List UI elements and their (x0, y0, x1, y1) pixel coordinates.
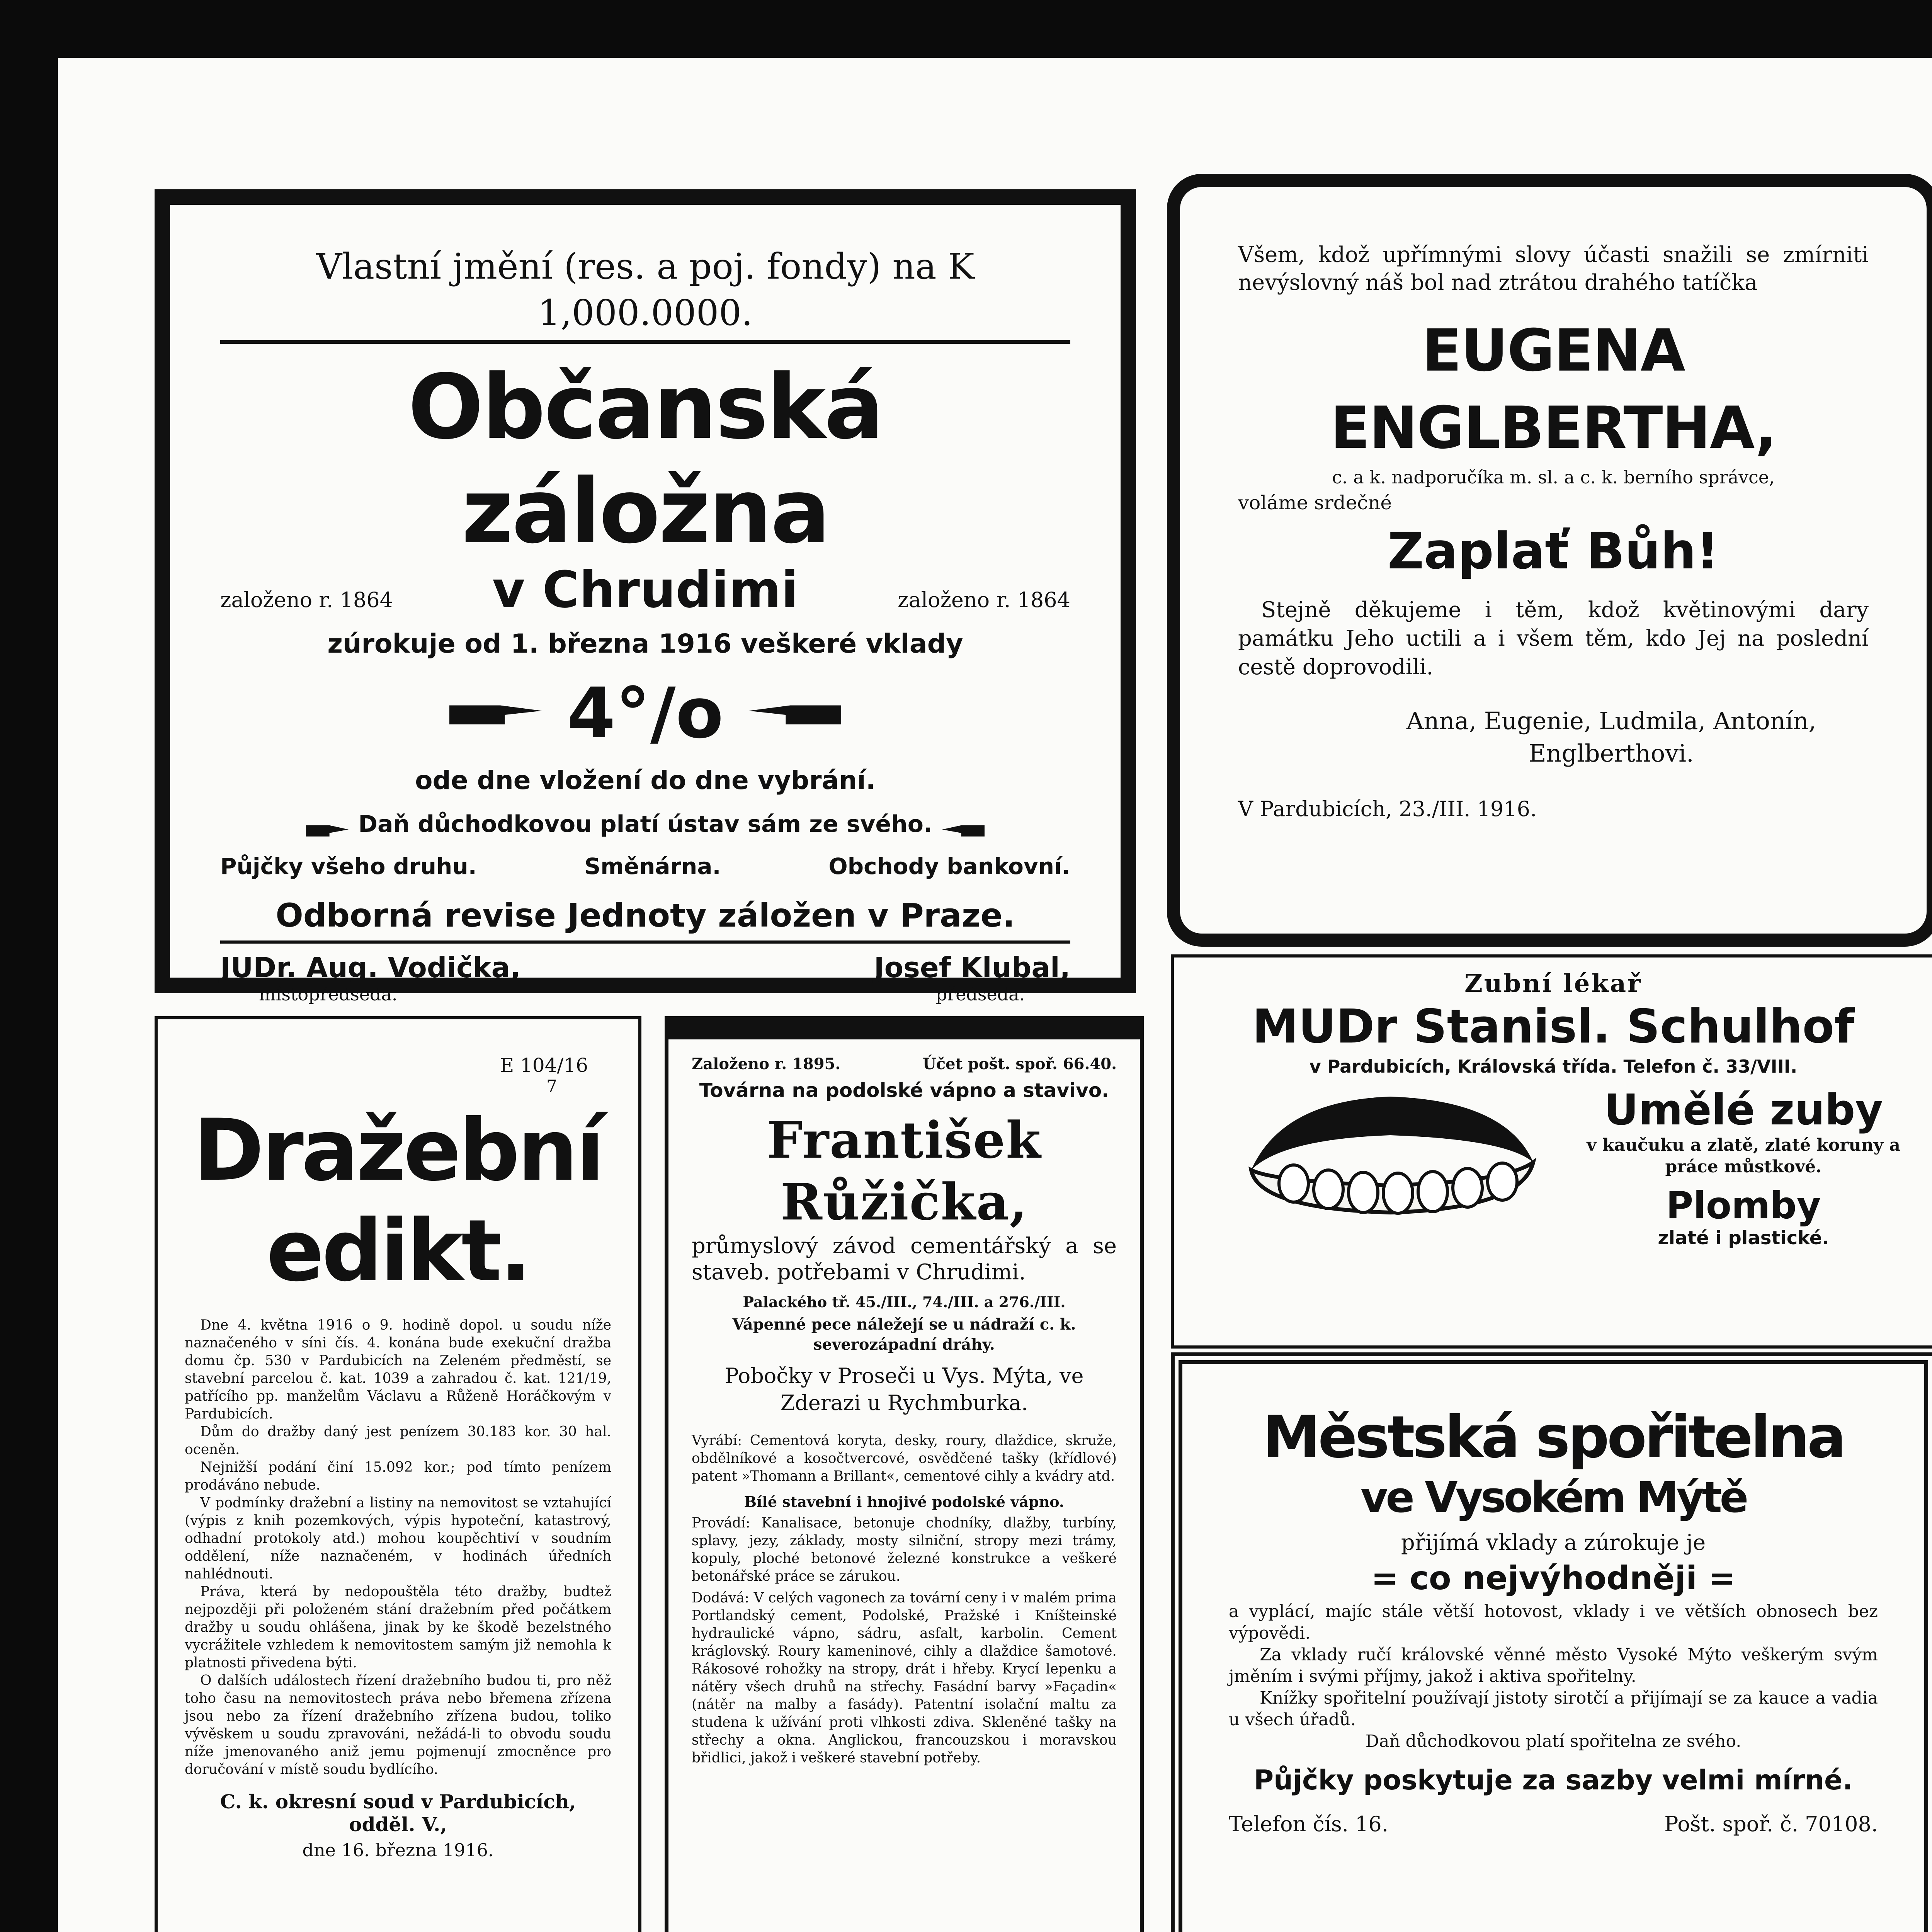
service-item: Směnárna. (584, 853, 721, 879)
dentist-title: Zubní lékař (1464, 969, 1642, 998)
ruzicka-body (665, 1039, 1144, 1932)
edikt-p1: Dne 4. května 1916 o 9. hodině dopol. u soudu níže naznačeného v síni čís. 4. konána bude exekuční dražba domu čp. 530 v Pardubicích na Zeleném předměstí, se stavební parcelou č. kat. 1039 a zahradou č. kat. 121/19, patřícího pp. manželům Václavu a Růženě Horáčkovým v Pardubicích. (185, 1317, 611, 1422)
audit-line: Odborná revise Jednoty záložen v Praze. (220, 896, 1070, 944)
ad-englbertha-thanks (1167, 174, 1932, 947)
accepts-line: přijímá vklady a zúrokuje je (1401, 1530, 1706, 1555)
denture-illustration (1236, 1085, 1545, 1224)
signer-name: JUDr. Aug. Vodička, (220, 951, 521, 984)
sporitelna-postal: Pošt. spoř. č. 70108. (1664, 1812, 1878, 1836)
tax-line: Daň důchodkovou platí ústav sám ze svého. (358, 811, 932, 838)
ad-schulhof-dentist (1171, 954, 1932, 1349)
supplies: Dodává: V celých vagonech za tovární ceny i v malém prima Portlandský cement, Podolské, Pražské i Kníšteinské hydraulické vápno, sádru, asfalt, karbolin. Cement kráglovský. Roury kameninové, cihly a dlaždice šamotové. Rákosové rohožky na stropy, drát i hřeby. Krycí lepenku a nátěry všech druhů na střechy. Fasádní barvy »Façadin« (nátěr na malby a fasády). Patentní isolační maltu za studena k užívání proti vlhkosti zdiva. Skleněné tašky na střechy a okna. Anglickou, francouzskou i moravskou břidlici, jakož i veškeré stavební potřeby. (692, 1590, 1117, 1766)
sporitelna-l1: a vyplácí, majíc stále větší hotovost, vklady i ve větších obnosech bez výpovědi. (1229, 1602, 1878, 1643)
dentist-name: MUDr Stanisl. Schulhof (1252, 1000, 1855, 1054)
founded-row (220, 560, 1070, 619)
signatures-row (220, 951, 1070, 1005)
edikt-p4: V podmínky dražební a listiny na nemovitost se vztahující (výpis z knih pozemkových, výpis hypoteční, katastrový, odhadní protokoly atd.) mohou koupěchtiví v soudním oddělení, níže naznačeném, v hodinách úředních nahlédnouti. (185, 1495, 611, 1582)
signer-role: místopředseda. (259, 984, 398, 1005)
signer-name: Josef Klubal, (874, 951, 1070, 984)
bank-city: v Chrudimi (492, 560, 799, 619)
ad-obcanska-zalozna (155, 189, 1136, 1005)
edikt-title: Dražební edikt. (193, 1101, 603, 1300)
branches: Pobočky v Proseči u Vys. Mýta, ve Zderazi u Rychmburka. (724, 1364, 1084, 1415)
top-bar (665, 1016, 1144, 1039)
thanks-intro: Všem, kdož upřímnými slovy účasti snažili se zmírniti nevýslovný náš bol nad ztrátou drahého tatíčka (1238, 242, 1869, 295)
edikt-p2: Dům do dražby daný jest penízem 30.183 kor. 30 hal. oceněn. (185, 1424, 611, 1458)
phones: Palackého tř. 45./III., 74./III. a 276./III. (743, 1293, 1066, 1311)
call-line: voláme srdečné (1238, 492, 1392, 514)
sporitelna-l4: Daň důchodkovou platí spořitelna ze svého. (1365, 1731, 1742, 1751)
services-row (220, 853, 1070, 879)
ad-drazebni-edikt (155, 1016, 641, 1932)
savings-bank-city: ve Vysokém Mýtě (1360, 1473, 1747, 1522)
products: Vyrábí: Cementová koryta, desky, roury, dlaždice, skruže, obdělníkové a kosočtvercové, osvědčené tašky (křídlové) patent »Thomann a Brillant«, cementové cihly a kvádry atd. (692, 1433, 1117, 1484)
court-name: C. k. okresní soud v Pardubicích, odděl. V., (220, 1790, 576, 1836)
interest-rate: 4°/o (567, 673, 724, 754)
ad-mestska-sporitelna (1171, 1352, 1932, 1932)
founded-right: založeno r. 1864 (898, 588, 1070, 612)
fillings: Plomby (1666, 1184, 1821, 1227)
signature-right (874, 951, 1070, 1005)
lime: Bílé stavební i hnojivé podolské vápno. (744, 1493, 1065, 1510)
services: Provádí: Kanalisace, betonuje chodníky, dlažby, turbíny, splavy, jezy, základy, mosty silniční, stropy mezi trámy, kopuly, ploché betonové železné konstrukce a veškeré betonářské práce se zárukou. (692, 1515, 1117, 1584)
edikt-p6: O dalších událostech řízení dražebního budou ti, pro něž toho času na nemovitostech práva nebo břemena zřízena jsou nebo za řízení dražebního zřízena budou, toliko vývěskem u soudu zpravováni, nežádá-li to obvodu soudu níže jmenovaného aniž jemu pojmenují zmocněnce pro doručování v místě soudu bydlícího. (185, 1673, 611, 1777)
contact-row (1229, 1812, 1878, 1836)
small-hand-icon (306, 823, 349, 837)
sporitelna-l3: Knížky spořitelní používají jistoty sirotčí a přijímají se za kauce a vadia u všech úřadů. (1229, 1688, 1878, 1730)
small-hand-icon (942, 823, 985, 837)
dentist-services (1577, 1085, 1910, 1249)
pointing-hand-right-icon (449, 700, 542, 727)
capital-line: Vlastní jmění (res. a poj. fondy) na K 1,000.0000. (220, 243, 1070, 344)
edikt-p5: Práva, která by nedopouštěla této dražby, budtež nejpozději při položeném stání dražebním před počátkem dražby u soudu ohlášena, jinak by ke škodě bezelstného vycrážitele vzhledem k nemovitostem samým již nemohla k platnosti přivedena býti. (185, 1584, 611, 1671)
ad-frantisek-ruzicka (665, 1016, 1144, 1932)
founded-row (692, 1055, 1117, 1073)
edikt-date: dne 16. března 1916. (302, 1840, 494, 1861)
family-names: Anna, Eugenie, Ludmila, Antonín, Englberthovi. (1406, 707, 1816, 767)
signature-left (220, 951, 521, 1005)
zaplat-buh: Zaplať Bůh! (1387, 522, 1719, 580)
deceased-name: EUGENA ENGLBERTHA, (1330, 317, 1776, 462)
scan-border-left (0, 0, 58, 1932)
firm-name: František Růžička, (767, 1111, 1042, 1231)
edikt-p3: Nejnižší podání činí 15.092 kor.; pod tímto penízem prodáváno nebude. (185, 1459, 611, 1493)
dentist-address: v Pardubicích, Královská třída. Telefon č. 33/VIII. (1309, 1056, 1798, 1077)
thanks-body: Stejně děkujeme i těm, kdož květinovými dary památku Jeho uctili a i všem těm, kdo Jej na poslední cestě doprovodili. (1238, 597, 1869, 680)
bank-name: Občanská záložna (408, 356, 883, 563)
false-teeth-desc: v kaučuku a zlatě, zlaté koruny a práce můstkové. (1587, 1135, 1900, 1177)
place-date: V Pardubicích, 23./III. 1916. (1238, 797, 1537, 821)
kilns: Vápenné pece náležejí se u nádraží c. k. severozápadní dráhy. (732, 1315, 1076, 1354)
firm-desc: průmyslový závod cementářský a se staveb. potřebami v Chrudimi. (692, 1233, 1117, 1285)
sporitelna-l2: Za vklady ručí královské věnné město Vysoké Mýto veškerým svým jměním i svými příjmy, jakož i aktiva spořitelny. (1229, 1645, 1878, 1686)
case-ref: E 104/16 (500, 1054, 588, 1077)
false-teeth: Umělé zuby (1604, 1085, 1883, 1134)
postal-account: Účet pošt. spoř. 66.40. (922, 1055, 1117, 1073)
pointing-hand-left-icon (748, 700, 841, 727)
founded: Založeno r. 1895. (692, 1055, 841, 1073)
case-ref-sub: 7 (546, 1077, 557, 1096)
from-day-line: ode dne vložení do dne vybrání. (415, 765, 876, 795)
signer-role: předseda. (935, 984, 1025, 1005)
tax-row (220, 811, 1070, 838)
deceased-rank: c. a k. nadporučíka m. sl. a c. k. berního správce, (1332, 467, 1775, 488)
best-terms: = co nejvýhodněji = (1371, 1559, 1736, 1597)
service-item: Obchody bankovní. (828, 853, 1070, 879)
savings-bank-name: Městská spořitelna (1262, 1404, 1844, 1471)
founded-left: založeno r. 1864 (220, 588, 393, 612)
fillings-desc: zlaté i plastické. (1658, 1227, 1829, 1249)
sporitelna-phone: Telefon čís. 16. (1229, 1812, 1388, 1836)
interest-line: zúrokuje od 1. března 1916 veškeré vklady (327, 629, 963, 659)
service-item: Půjčky všeho druhu. (220, 853, 477, 879)
rate-row (220, 673, 1070, 754)
factory-line: Továrna na podolské vápno a stavivo. (699, 1079, 1109, 1102)
scan-border-top (0, 0, 1932, 58)
loans-line: Půjčky poskytuje za sazby velmi mírné. (1253, 1764, 1853, 1796)
